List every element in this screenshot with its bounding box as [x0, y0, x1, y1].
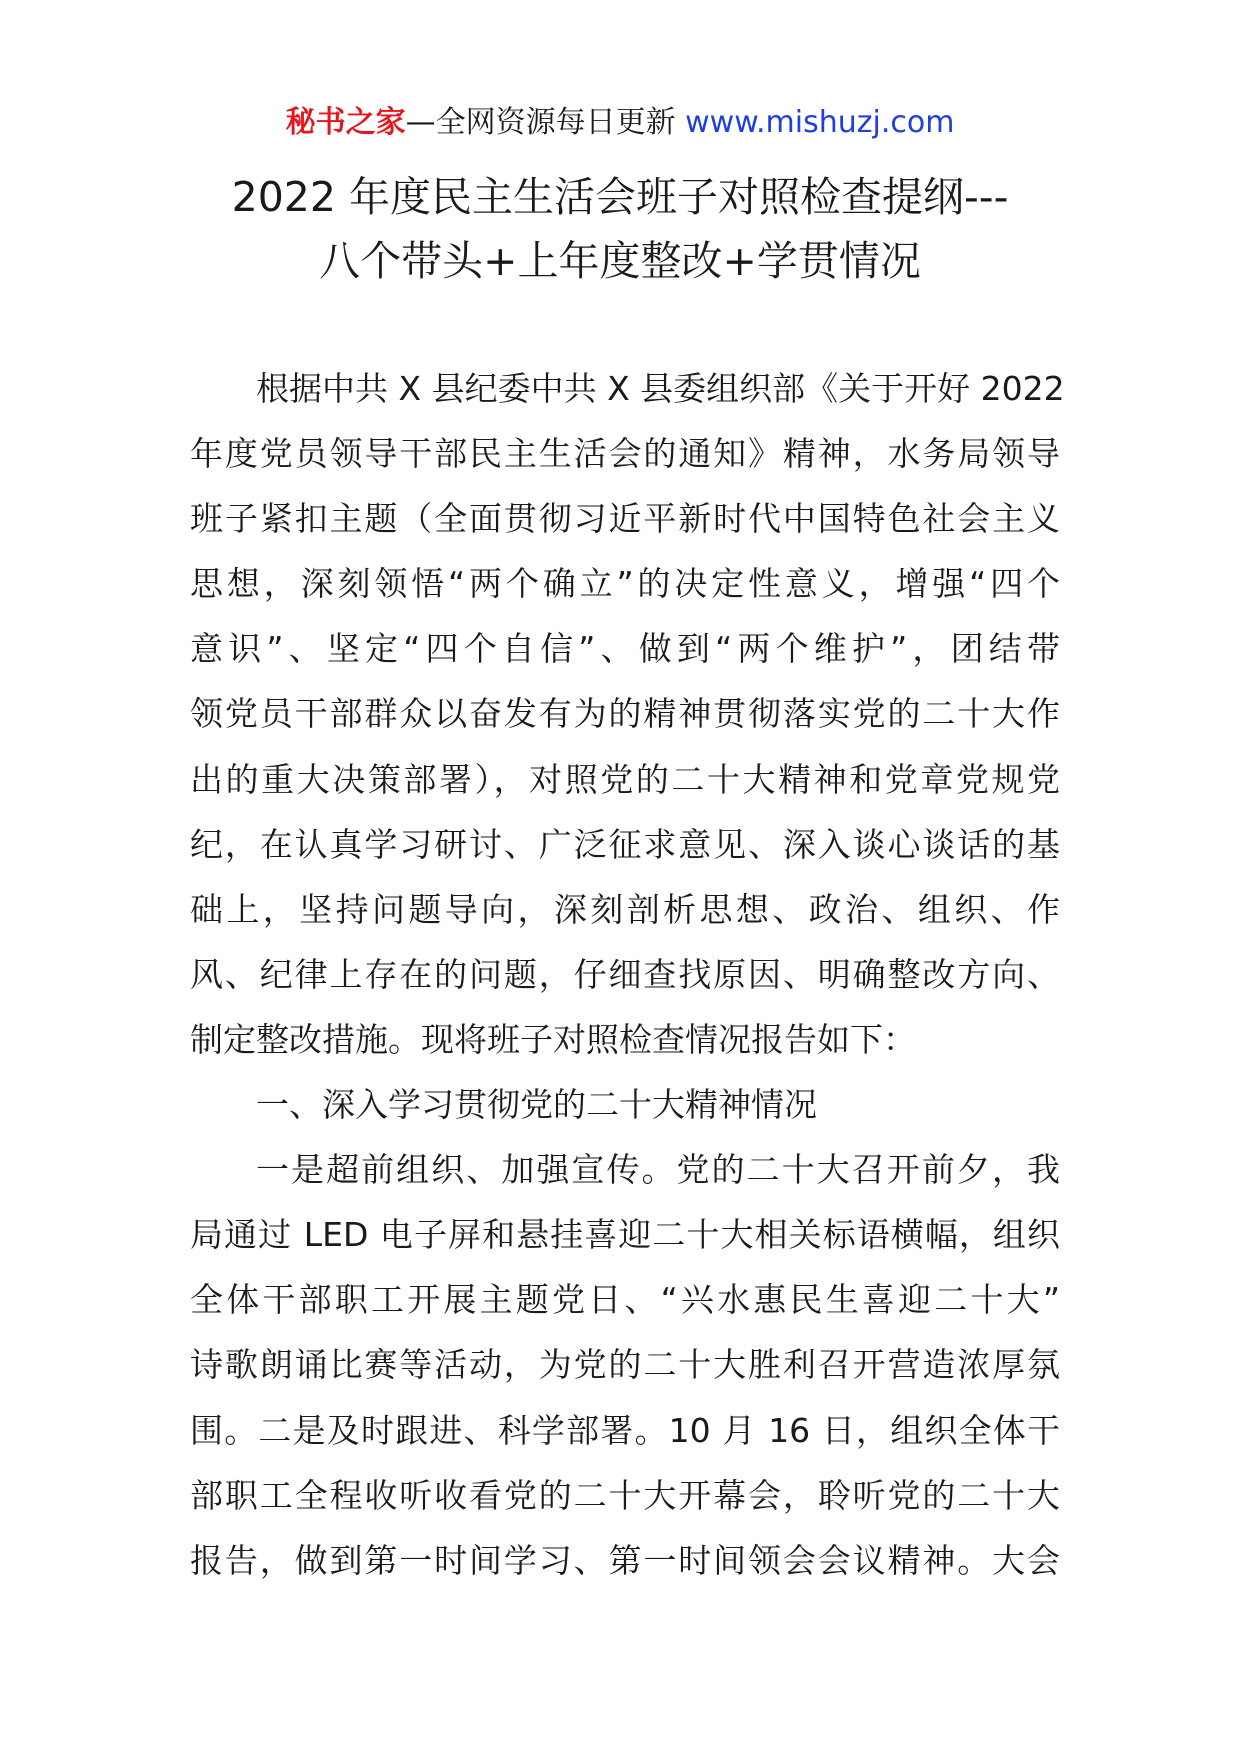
site-url[interactable]: www.mishuzj.com [685, 105, 955, 140]
paragraph-line: 意识”、坚定“四个自信”、做到“两个维护”，团结带 [190, 629, 1060, 669]
paragraph-line: 班子紧扣主题（全面贯彻习近平新时代中国特色社会主义 [190, 499, 1060, 539]
paragraph-line: 全体干部职工开展主题党日、“兴水惠民生喜迎二十大” [190, 1280, 1060, 1320]
intro-paragraph [190, 356, 1065, 1072]
paragraph-line: 风、纪律上存在的问题，仔细查找原因、明确整改方向、 [190, 954, 1060, 994]
paragraph-line: 纪，在认真学习研讨、广泛征求意见、深入谈心谈话的基 [190, 824, 1060, 864]
paragraph-line: 思想，深刻领悟“两个确立”的决定性意义，增强“四个 [190, 564, 1060, 604]
paragraph-line: 根据中共 X 县纪委中共 X 县委组织部《关于开好 2022 [256, 369, 1065, 408]
document-body [190, 356, 1065, 1593]
paragraph-line: 报告，做到第一时间学习、第一时间领会会议精神。大会 [190, 1540, 1060, 1580]
site-tagline: —全网资源每日更新 [405, 105, 676, 140]
title-line-1: 2022 年度民主生活会班子对照检查提纲--- [231, 173, 1009, 221]
document-title [100, 165, 1140, 293]
paragraph-line: 局通过 LED 电子屏和悬挂喜迎二十大相关标语横幅，组织 [190, 1215, 1060, 1255]
section-heading-text: 一、深入学习贯彻党的二十大精神情况 [256, 1085, 817, 1125]
site-header [0, 98, 1240, 148]
paragraph-line: 础上，坚持问题导向，深刻剖析思想、政治、组织、作 [190, 889, 1060, 929]
paragraph-line: 年度党员领导干部民主生活会的通知》精神，水务局领导 [190, 434, 1060, 474]
paragraph-line: 一是超前组织、加强宣传。党的二十大召开前夕，我 [256, 1150, 1060, 1190]
paragraph-line: 出的重大决策部署），对照党的二十大精神和党章党规党 [190, 759, 1060, 799]
paragraph-line: 围。二是及时跟进、科学部署。10 月 16 日，组织全体干 [190, 1410, 1060, 1450]
paragraph-line: 诗歌朗诵比赛等活动，为党的二十大胜利召开营造浓厚氛 [190, 1345, 1060, 1385]
paragraph-line: 领党员干部群众以奋发有为的精神贯彻落实党的二十大作 [190, 694, 1060, 734]
site-brand: 秘书之家 [285, 105, 406, 140]
paragraph-line: 制定整改措施。现将班子对照检查情况报告如下： [190, 1019, 916, 1059]
section-heading [190, 1072, 1060, 1137]
title-line-2: 八个带头+上年度整改+学贯情况 [319, 237, 921, 285]
paragraph-line: 部职工全程收听收看党的二十大开幕会，聆听党的二十大 [190, 1475, 1060, 1515]
section-paragraph [190, 1137, 1060, 1593]
